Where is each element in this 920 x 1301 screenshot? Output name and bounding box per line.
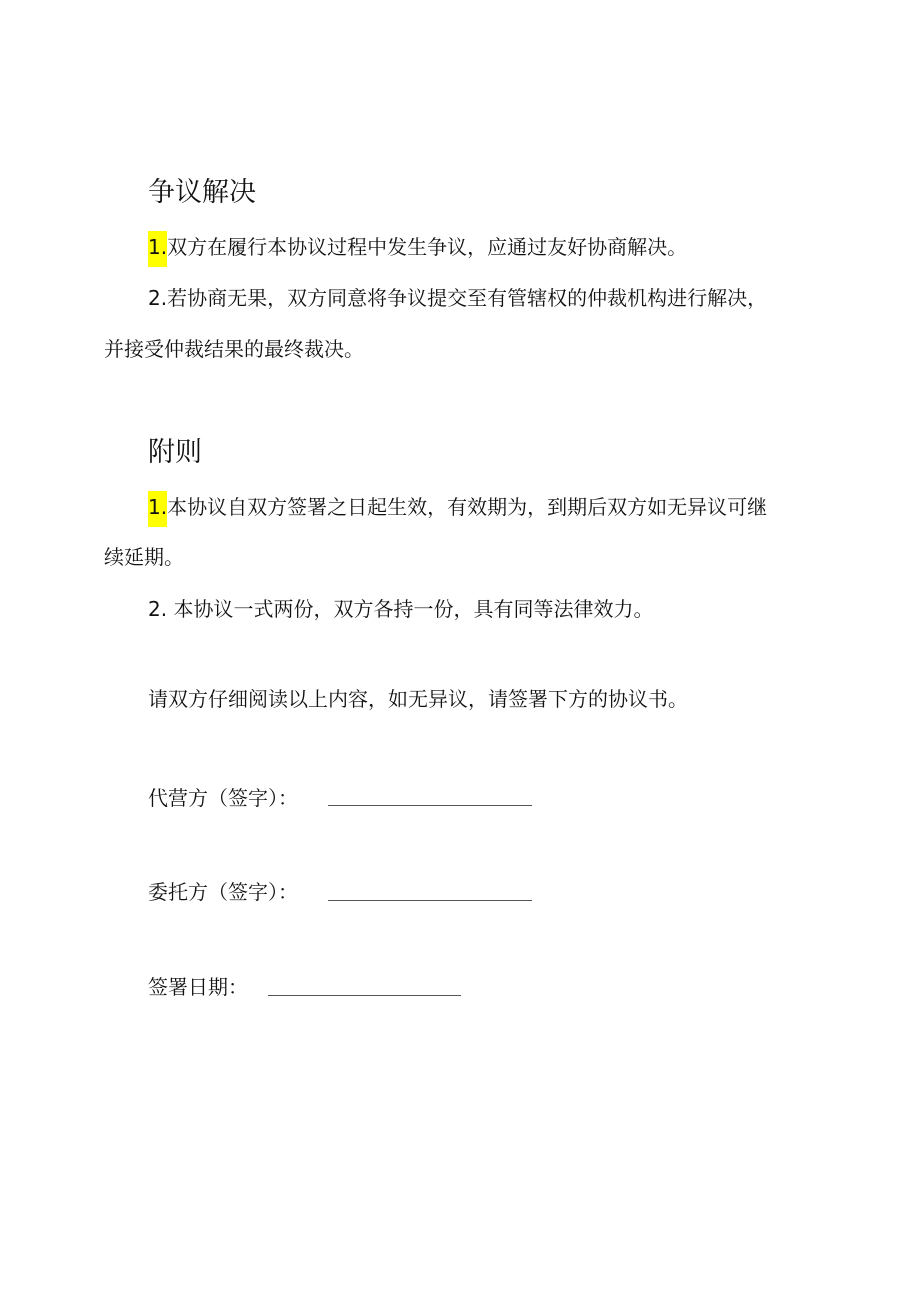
principal-signature-label: 委托方（签字）： <box>148 880 298 904</box>
supplementary-clause-1 <box>148 495 767 527</box>
clause-number: 1. <box>148 491 167 527</box>
section-heading-dispute: 争议解决 <box>148 177 256 208</box>
clause-text: 双方在履行本协议过程中发生争议，应通过友好协商解决。 <box>167 235 688 259</box>
clause-text: 本协议自双方签署之日起生效，有效期为，到期后双方如无异议可继 <box>167 495 768 519</box>
agent-signature-line[interactable] <box>328 805 532 806</box>
clause-number: 2. <box>148 597 168 621</box>
agent-signature-label: 代营方（签字）： <box>148 786 298 810</box>
dispute-clause-2 <box>148 286 767 310</box>
signing-date-label: 签署日期： <box>148 975 248 999</box>
dispute-clause-1 <box>148 235 687 267</box>
signing-date-line[interactable] <box>268 995 461 996</box>
clause-text: 本协议一式两份，双方各持一份，具有同等法律效力。 <box>167 597 654 621</box>
closing-note: 请双方仔细阅读以上内容，如无异议，请签署下方的协议书。 <box>148 687 688 711</box>
principal-signature-line[interactable] <box>328 900 532 901</box>
supplementary-clause-1-continued: 续延期。 <box>104 545 184 569</box>
section-heading-supplementary: 附则 <box>148 437 202 468</box>
clause-number: 2. <box>148 286 168 310</box>
clause-text: 若协商无果，双方同意将争议提交至有管辖权的仲裁机构进行解决， <box>167 286 768 310</box>
supplementary-clause-2 <box>148 597 653 621</box>
dispute-clause-2-continued: 并接受仲裁结果的最终裁决。 <box>104 337 364 361</box>
clause-number: 1. <box>148 231 167 267</box>
